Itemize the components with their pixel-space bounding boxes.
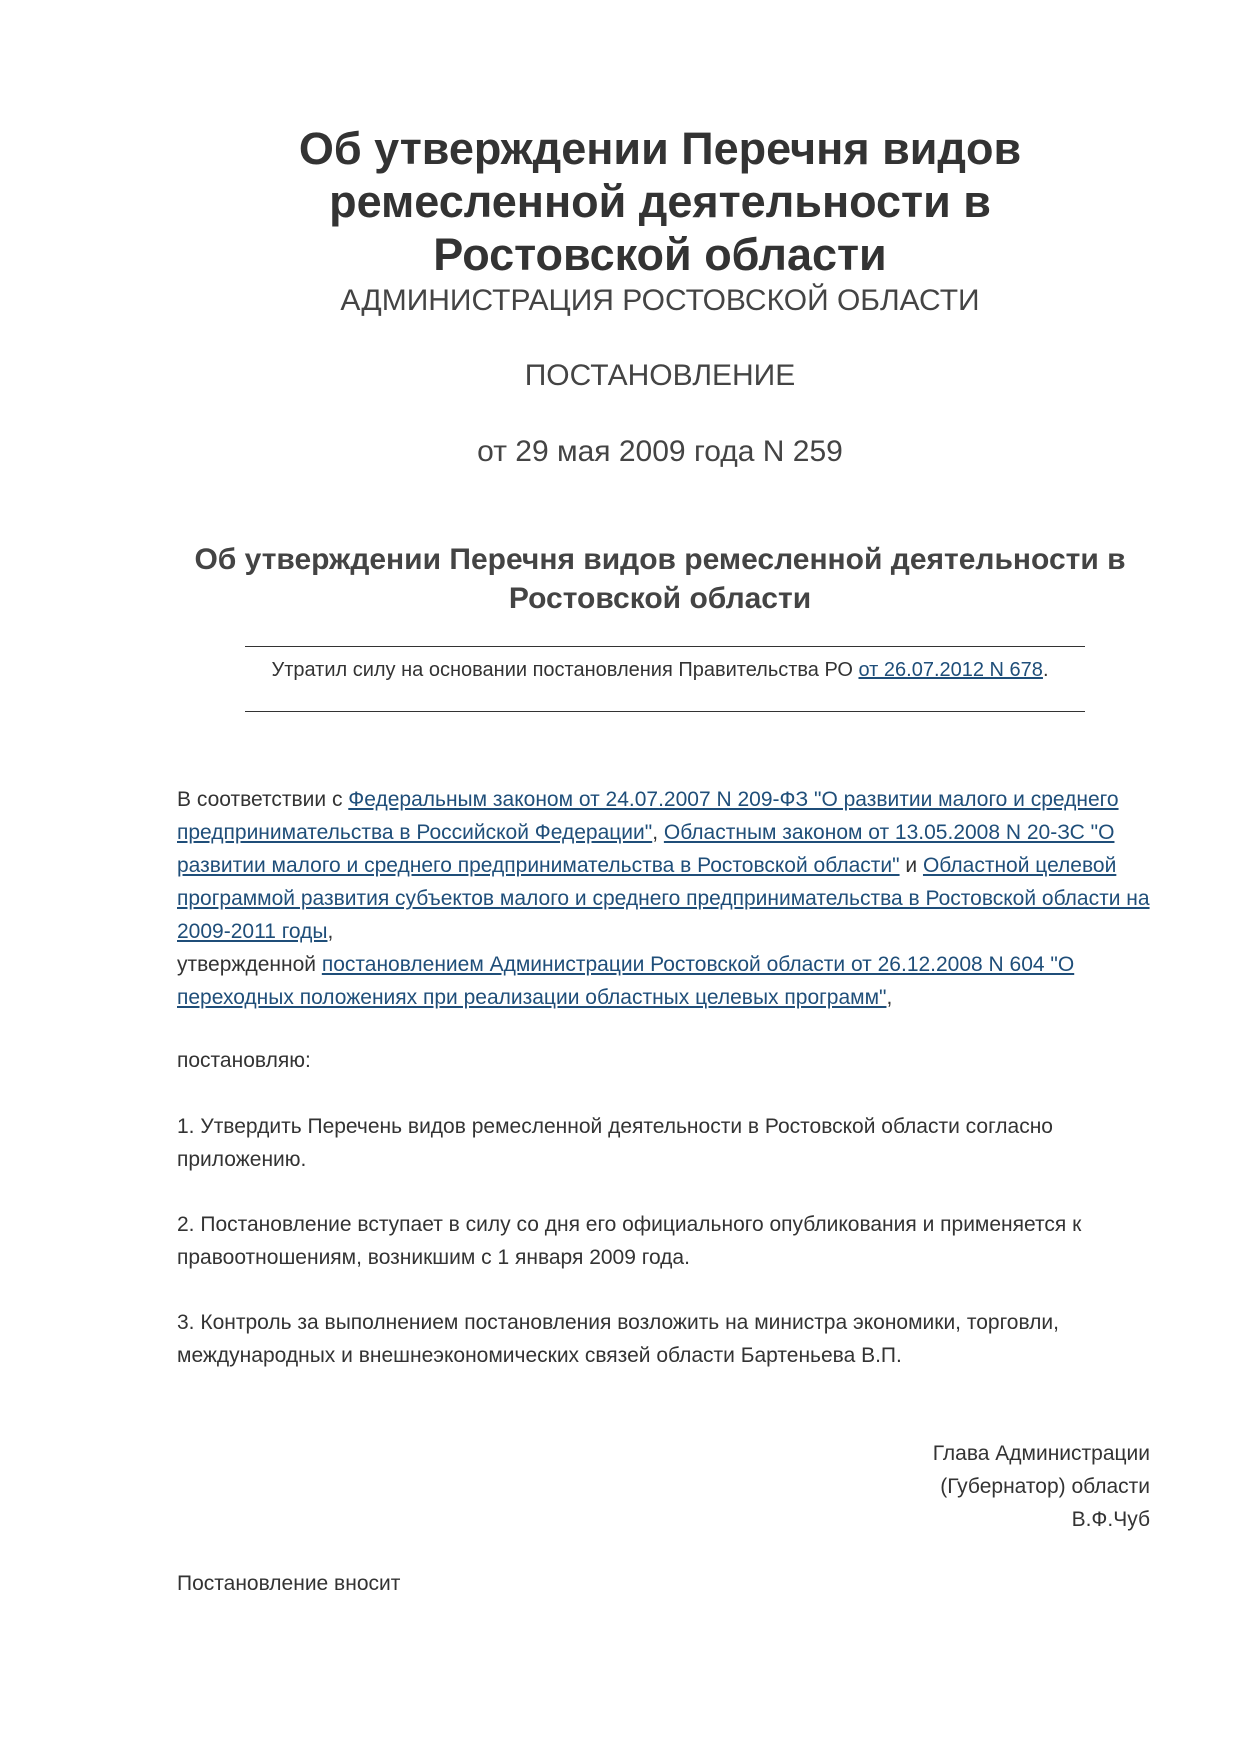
administration-decree-link[interactable]: постановлением Администрации Ростовской области от 26.12.2008 N 604 "О переходных положениях при реализации областных целевых программ" — [177, 953, 1075, 1009]
divider-bottom — [245, 711, 1085, 712]
document-subtitle: Об утверждении Перечня видов ремесленной деятельности в Ростовской области — [194, 543, 1126, 615]
divider-top — [245, 646, 1085, 647]
expiry-prefix: Утратил силу на основании постановления Правительства РО — [271, 659, 859, 681]
resolution-item-3: 3. Контроль за выполнением постановления возложить на министра экономики, торговли, международных и внешнеэкономических связей области Бартеньева В.П. — [177, 1311, 1059, 1367]
signatory-name: В.Ф.Чуб — [1071, 1508, 1150, 1531]
federal-law-link[interactable]: Федеральным законом от 24.07.2007 N 209-ФЗ "О развитии малого и среднего предпринимательства в Российской Федерации" — [177, 788, 1119, 844]
preamble-separator-2: и — [899, 854, 923, 877]
issuing-agency: АДМИНИСТРАЦИЯ РОСТОВСКОЙ ОБЛАСТИ — [340, 284, 980, 317]
regional-law-link[interactable]: Областным законом от 13.05.2008 N 20-ЗС "О развитии малого и среднего предпринимательства в Ростовской области" — [177, 821, 1115, 877]
preamble-end: , — [886, 986, 893, 1009]
document-type: ПОСТАНОВЛЕНИЕ — [524, 359, 796, 392]
preamble-approved-by: утвержденной — [177, 953, 322, 976]
preamble-paragraph — [177, 783, 1152, 1014]
expiry-link[interactable]: от 26.07.2012 N 678 — [858, 659, 1043, 681]
resolution-item-2: 2. Постановление вступает в силу со дня его официального опубликования и применяется к правоотношениям, возникшим с 1 января 2009 года. — [177, 1213, 1082, 1269]
introduced-by-note: Постановление вносит — [177, 1572, 401, 1595]
decree-word: постановляю: — [177, 1049, 311, 1072]
resolution-item-1: 1. Утвердить Перечень видов ремесленной деятельности в Ростовской области согласно приложению. — [177, 1115, 1053, 1171]
signature-block — [700, 1437, 1150, 1536]
document-title: Об утверждении Перечня видов ремесленной деятельности в Ростовской области — [298, 123, 1022, 280]
preamble-intro: В соответствии с — [177, 788, 349, 811]
target-program-link[interactable]: Областной целевой программой развития субъектов малого и среднего предпринимательства в Ростовской области на 2009-2011 годы — [177, 854, 1150, 943]
signatory-title-line-1: Глава Администрации — [932, 1442, 1150, 1465]
expiry-notice — [160, 656, 1160, 684]
document-date-number: от 29 мая 2009 года N 259 — [477, 435, 843, 468]
expiry-suffix: . — [1042, 659, 1049, 681]
signatory-title-line-2: (Губернатор) области — [940, 1475, 1150, 1498]
preamble-separator-1: , — [652, 821, 664, 844]
preamble-separator-3: , — [327, 920, 334, 943]
